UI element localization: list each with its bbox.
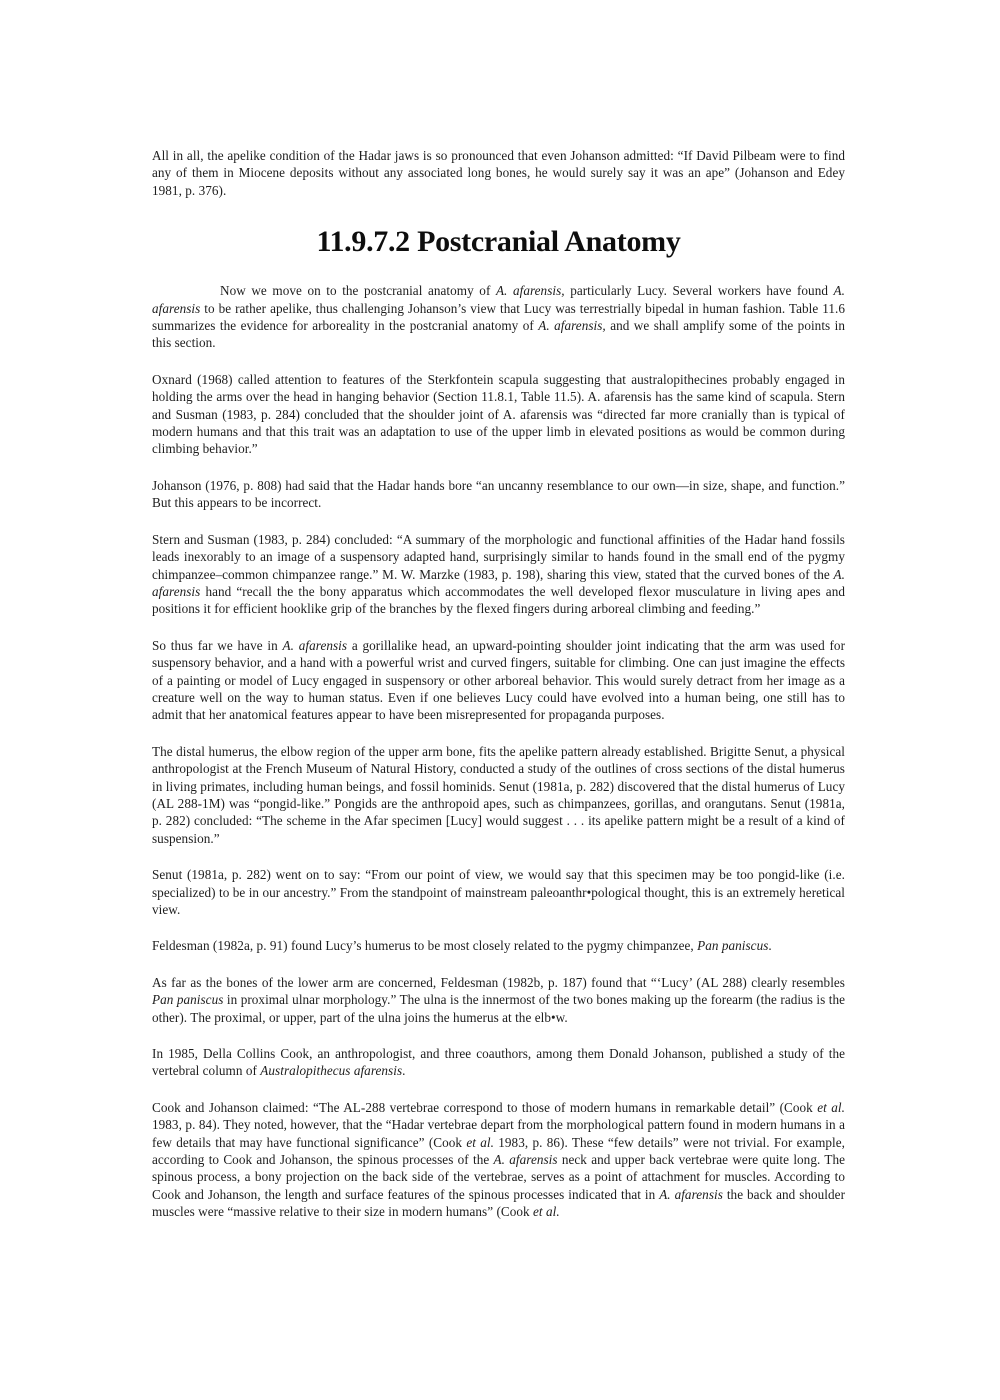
text-run: Johanson (1976, p. 808) had said that the Hadar hands bore “an uncanny resemblance to our own—in size, shape, and function.” But this appears to be incorrect. bbox=[152, 477, 845, 511]
italic-text-run: et al. bbox=[533, 1204, 560, 1220]
italic-text-run: et al. bbox=[466, 1134, 494, 1150]
italic-text-run: A. afarensis bbox=[493, 1152, 558, 1168]
italic-text-run: A. afarensis bbox=[152, 566, 845, 599]
text-run: Feldesman (1982a, p. 91) found Lucy’s humerus to be most closely related to the pygmy chimpanzee, bbox=[152, 938, 698, 954]
italic-text-run: Pan paniscus bbox=[152, 992, 224, 1008]
text-run: neck and upper back vertebrae were quite long. The spinous process, a bony projection on the back side of the vertebrae, serves as a point of attachment for muscles. According to Cook and Johanson, the length and surface features of the spinous processes indicated that in bbox=[152, 1152, 845, 1202]
text-run: in proximal ulnar morphology.” The ulna is the innermost of the two bones making up the forearm (the radius is the other). The proximal, or upper, part of the ulna joins the humerus at the elb•w. bbox=[152, 992, 846, 1025]
italic-text-run: A. afarensis bbox=[282, 637, 348, 653]
page-lead bbox=[152, 147, 845, 199]
text-run: particularly Lucy. Several workers have found bbox=[564, 283, 834, 299]
text-run: As far as the bones of the lower arm are concerned, Feldesman (1982b, p. 187) found that “‘Lucy’ (AL 288) clearly resembles bbox=[152, 974, 845, 990]
italic-text-run: A. afarensis, bbox=[495, 283, 565, 299]
text-run: Cook and Johanson claimed: “The AL-288 vertebrae correspond to those of modern humans in remarkable detail” (Cook bbox=[152, 1099, 818, 1115]
text-run: In 1985, Della Collins Cook, an anthropologist, and three coauthors, among them Donald Johanson, published a study of the vertebral column of bbox=[152, 1046, 845, 1079]
text-run: Senut (1981a, p. 282) went on to say: “From our point of view, we would say that this specimen may be too pongid-like (i.e. specialized) to be in our ancestry.” From the standpoint of mainstream paleoanthr•pological thought, this is an extremely heretical view. bbox=[152, 867, 845, 917]
text-run: . bbox=[768, 938, 772, 954]
text-run: 1983, p. 84). They noted, however, that the “Hadar vertebrae depart from the morphological pattern found in modern humans in a few details that may have functional significance” (Cook bbox=[152, 1117, 845, 1150]
text-run: Now we move on to the postcranial anatomy of bbox=[220, 283, 496, 299]
paragraph bbox=[152, 1099, 845, 1221]
paragraph bbox=[152, 974, 845, 1026]
text-run: The distal humerus, the elbow region of the upper arm bone, fits the apelike pattern already established. Brigitte Senut, a physical anthropologist at the French Museum of Natural History, conducted a study of the outlines of cross sections of the distal humerus in living primates, including human beings, and fossil hominids. Senut (1981a, p. 282) discovered that the distal humerus of Lucy (AL 288-1M) was “pongid-like.” Pongids are the anthropoid apes, such as chimpanzees, gorillas, and orangutans. Senut (1981a, p. 282) concluded: “The scheme in the Afar specimen [Lucy] would suggest . . . its apelike pattern might be a result of a kind of suspension.” bbox=[152, 743, 845, 846]
italic-text-run: et al. bbox=[817, 1099, 845, 1115]
italic-text-run: Pan paniscus bbox=[697, 938, 769, 954]
text-run: Oxnard (1968) called attention to features of the Sterkfontein scapula suggesting that australopithecines probably engaged in holding the arms over the head in hanging behavior (Section 11.8.1, Table 11.5). A. afarensis has the same kind of scapula. Stern and Susman (1983, p. 284) concluded that the shoulder joint of A. afarensis was “directed far more cranially than is typical of modern humans and that this trait was an adaptation to use of the upper limb in elevated positions as would be common during climbing behavior.” bbox=[152, 371, 845, 457]
text-run: a gorillalike head, an upward-pointing shoulder joint indicating that the arm was used for suspensory behavior, and a hand with a powerful wrist and curved fingers, suitable for climbing. One can just imagine the effects of a painting or model of Lucy engaged in suspensory or other arboreal behavior. This would surely detract from her image as a creature well on the way to human status. Even if one believes Lucy could have evolved into a human being, one still has to admit that her anatomical features appear to have been misrepresented for propaganda purposes. bbox=[152, 637, 846, 723]
paragraph bbox=[152, 147, 845, 199]
text-run: So thus far we have in bbox=[152, 637, 283, 653]
page-body bbox=[152, 282, 845, 1220]
text-run: Stern and Susman (1983, p. 284) concluded: “A summary of the morphologic and functional affinities of the Hadar hand fossils leads inexorably to an image of a suspensory adapted hand, surprisingly similar to hands found in the small end of the pygmy chimpanzee–common chimpanzee range.” M. W. Marzke (1983, p. 198), sharing this view, stated that the curved bones of the bbox=[152, 531, 845, 582]
text-run: All in all, the apelike condition of the Hadar jaws is so pronounced that even Johanson admitted: “If David Pilbeam were to find any of them in Miocene deposits without any associated long bones, he would surely say it was an ape” (Johanson and Edey 1981, p. 376). bbox=[152, 148, 845, 198]
text-run: the back and shoulder muscles were “massive relative to their size in modern humans” (Cook bbox=[152, 1186, 846, 1220]
text-run: hand “recall the the bony apparatus which accommodates the well developed flexor musculature in living apes and positions it for efficient hooklike grip of the branches by the flexed fingers during arboreal climbing and feeding.” bbox=[152, 583, 845, 617]
text-run: 1983, p. 86). These “few details” were not trivial. For example, according to Cook and Johanson, the spinous processes of the bbox=[152, 1134, 846, 1168]
paragraph bbox=[152, 477, 845, 512]
italic-text-run: A. afarensis bbox=[659, 1186, 723, 1202]
text-run: and we shall amplify some of the points in this section. bbox=[152, 318, 845, 351]
section-heading: 11.9.7.2 Postcranial Anatomy bbox=[316, 225, 681, 259]
paragraph bbox=[152, 282, 845, 352]
paragraph bbox=[152, 637, 845, 724]
paragraph bbox=[152, 937, 845, 954]
paragraph bbox=[152, 743, 845, 847]
italic-text-run: Australopithecus afarensis bbox=[260, 1063, 403, 1079]
paragraph bbox=[152, 866, 845, 918]
text-run: to be rather apelike, thus challenging Johanson’s view that Lucy was terrestrially bipedal in human fashion. Table 11.6 summarizes the evidence for arboreality in the postcranial anatomy of bbox=[152, 300, 845, 334]
text-run: . bbox=[402, 1063, 406, 1079]
paragraph bbox=[152, 531, 845, 618]
italic-text-run: A. afarensis, bbox=[538, 318, 606, 334]
italic-text-run: A. afarensis bbox=[152, 283, 845, 316]
paragraph bbox=[152, 371, 845, 458]
paragraph bbox=[152, 1045, 845, 1080]
